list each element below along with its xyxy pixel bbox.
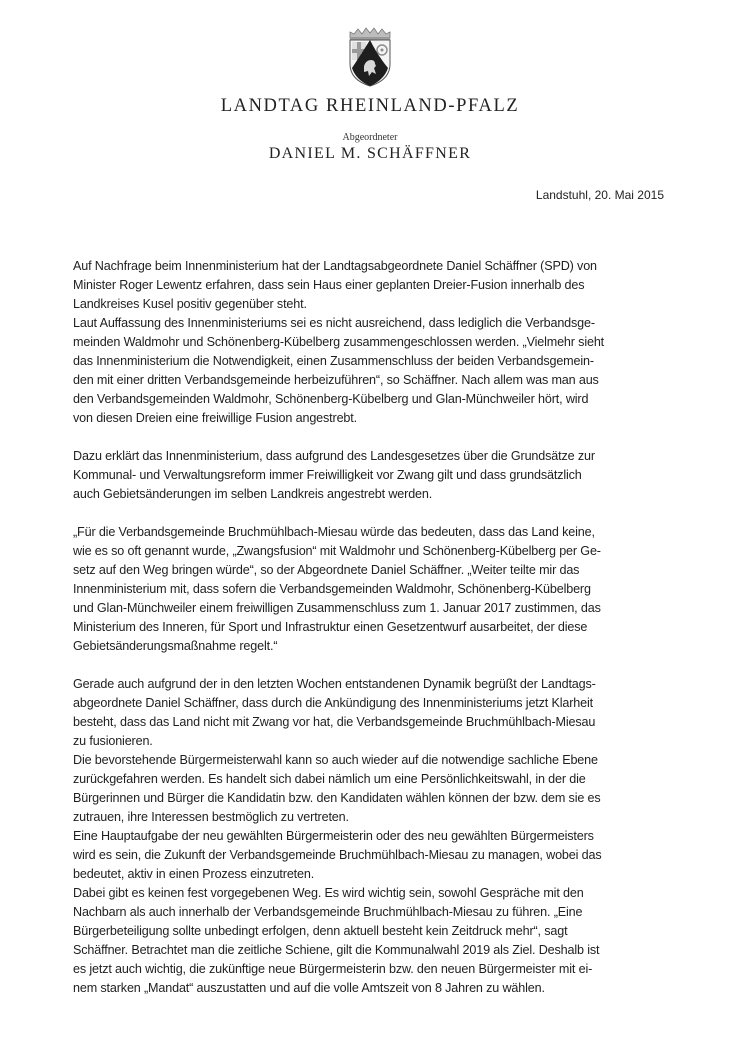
text-line: Dazu erklärt das Innenministerium, dass aufgrund des Landesgesetzes über die Grundsätze zur <box>73 449 595 463</box>
text-line: Landkreises Kusel positiv gegenüber steht. <box>73 297 307 311</box>
paragraph-gap <box>73 504 673 523</box>
text-line: Schäffner. Betrachtet man die zeitliche Schiene, gilt die Kommunalwahl 2019 als Ziel. Deshalb ist <box>73 943 600 957</box>
text-line: das Innenministerium die Notwendigkeit, einen Zusammenschluss der beiden Verbandsgemein- <box>73 354 594 368</box>
text-line: Minister Roger Lewentz erfahren, dass sein Haus einer geplanten Dreier-Fusion innerhalb des <box>73 278 585 292</box>
paragraph <box>73 257 673 428</box>
institution-title: LANDTAG RHEINLAND-PFALZ <box>220 96 520 116</box>
text-line: den mit einer dritten Verbandsgemeinde herbeizuführen“, so Schäffner. Nach allem was man aus <box>73 373 599 387</box>
text-line: Laut Auffassung des Innenministeriums sei es nicht ausreichend, dass lediglich die Verbandsge- <box>73 316 595 330</box>
paragraph <box>73 675 673 998</box>
text-line: wird es sein, die Zukunft der Verbandsgemeinde Bruchmühlbach-Miesau zu managen, wobei das <box>73 848 602 862</box>
text-line: den Verbandsgemeinden Waldmohr, Schönenberg-Kübelberg und Glan-Münchweiler hört, wird <box>73 392 589 406</box>
text-line: auch Gebietsänderungen im selben Landkreis angestrebt werden. <box>73 487 433 501</box>
coat-of-arms-icon <box>346 26 394 88</box>
text-line: Auf Nachfrage beim Innenministerium hat der Landtagsabgeordnete Daniel Schäffner (SPD) von <box>73 259 597 273</box>
text-line: Dabei gibt es keinen fest vorgegebenen Weg. Es wird wichtig sein, sowohl Gespräche mit den <box>73 886 584 900</box>
date-line: Landstuhl, 20. Mai 2015 <box>535 188 664 202</box>
role-label: Abgeordneter <box>342 132 398 143</box>
text-line: zu fusionieren. <box>73 734 153 748</box>
text-line: zurückgefahren werden. Es handelt sich dabei nämlich um eine Persönlichkeitswahl, in der die <box>73 772 586 786</box>
member-name: DANIEL M. SCHÄFFNER <box>268 145 472 162</box>
paragraph-gap <box>73 656 673 675</box>
text-line: bedeutet, aktiv in einen Prozess einzutreten. <box>73 867 315 881</box>
text-line: Bürgerbeteiligung sollte unbedingt erfolgen, denn aktuell besteht kein Zeitdruck mehr“, sagt <box>73 924 568 938</box>
text-line: besteht, dass das Land nicht mit Zwang vor hat, die Verbandsgemeinde Bruchmühlbach-Miesau <box>73 715 596 729</box>
paragraph <box>73 523 673 656</box>
text-line: abgeordnete Daniel Schäffner, dass durch die Ankündigung des Innenministeriums jetzt Klarheit <box>73 696 593 710</box>
paragraph <box>73 447 673 504</box>
text-line: setz auf den Weg bringen würde“, so der Abgeordnete Daniel Schäffner. „Weiter teilte mir das <box>73 563 580 577</box>
text-line: nem starken „Mandat“ auszustatten und auf die volle Amtszeit von 8 Jahren zu wählen. <box>73 981 545 995</box>
text-line: zutrauen, ihre Interessen bestmöglich zu vertreten. <box>73 810 349 824</box>
text-line: von diesen Dreien eine freiwillige Fusion angestrebt. <box>73 411 357 425</box>
text-line: meinden Waldmohr und Schönenberg-Kübelberg zusammengeschlossen werden. „Vielmehr sieht <box>73 335 605 349</box>
text-line: wie es so oft genannt wurde, „Zwangsfusion“ mit Waldmohr und Schönenberg-Kübelberg per Ge- <box>73 544 601 558</box>
text-line: Kommunal- und Verwaltungsreform immer Freiwilligkeit vor Zwang gilt und dass grundsätzlich <box>73 468 582 482</box>
text-line: Nachbarn als auch innerhalb der Verbandsgemeinde Bruchmühlbach-Miesau zu führen. „Eine <box>73 905 583 919</box>
text-line: Gerade auch aufgrund der in den letzten Wochen entstandenen Dynamik begrüßt der Landtags- <box>73 677 596 691</box>
text-line: es jetzt auch wichtig, die zukünftige neue Bürgermeisterin bzw. den neuen Bürgermeister mit ei- <box>73 962 593 976</box>
letter-body <box>73 257 673 998</box>
text-line: Die bevorstehende Bürgermeisterwahl kann so auch wieder auf die notwendige sachliche Ebene <box>73 753 598 767</box>
paragraph-gap <box>73 428 673 447</box>
text-line: Ministerium des Inneren, für Sport und Infrastruktur einen Gesetzentwurf ausarbeitet, der diese <box>73 620 588 634</box>
text-line: Innenministerium mit, dass sofern die Verbandsgemeinden Waldmohr, Schönenberg-Kübelberg <box>73 582 591 596</box>
text-line: Bürgerinnen und Bürger die Kandidatin bzw. den Kandidaten wählen können der bzw. dem sie es <box>73 791 601 805</box>
text-line: und Glan-Münchweiler einem freiwilligen Zusammenschluss zum 1. Januar 2017 zustimmen, das <box>73 601 601 615</box>
text-line: „Für die Verbandsgemeinde Bruchmühlbach-Miesau würde das bedeuten, dass das Land keine, <box>73 525 595 539</box>
text-line: Gebietsänderungsmaßnahme regelt.“ <box>73 639 278 653</box>
text-line: Eine Hauptaufgabe der neu gewählten Bürgermeisterin oder des neu gewählten Bürgermeisters <box>73 829 594 843</box>
